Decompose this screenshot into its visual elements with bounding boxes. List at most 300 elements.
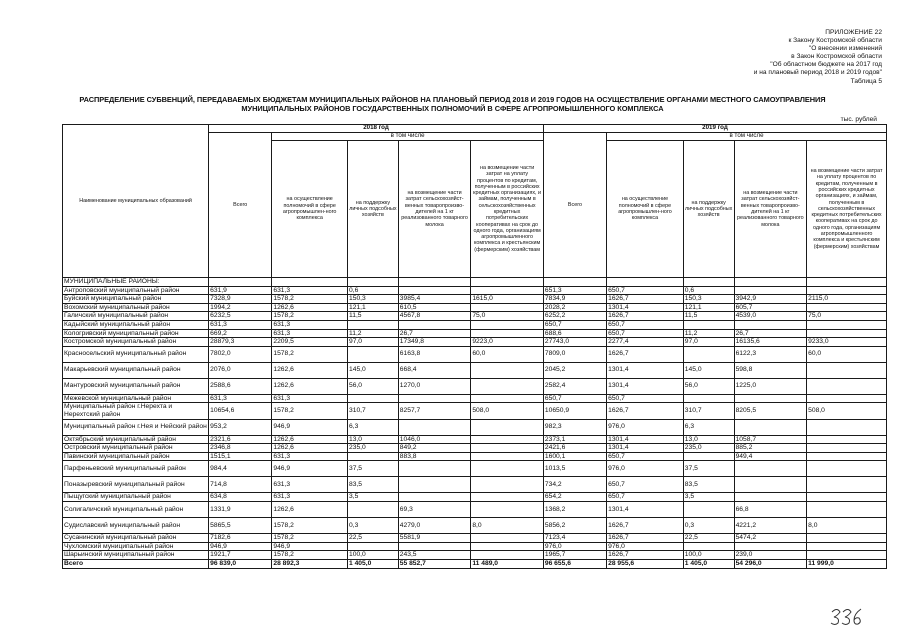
table-cell xyxy=(734,394,807,403)
table-row xyxy=(63,346,887,362)
table-cell xyxy=(348,320,399,329)
table-cell: 631,3 xyxy=(272,477,348,493)
district-name: Костромской муниципальный район xyxy=(63,338,209,347)
table-cell: 7802,0 xyxy=(209,346,272,362)
table-cell: 10654,6 xyxy=(209,403,272,419)
table-cell xyxy=(398,320,471,329)
table-cell: 8205,5 xyxy=(734,403,807,419)
table-cell: 631,3 xyxy=(272,394,348,403)
district-name: Вохомский муниципальный район xyxy=(63,303,209,312)
table-cell: 145,0 xyxy=(348,362,399,378)
table-cell xyxy=(734,477,807,493)
table-cell: 976,0 xyxy=(607,542,684,551)
table-cell xyxy=(398,286,471,295)
table-cell: 650,7 xyxy=(607,320,684,329)
table-cell xyxy=(683,542,734,551)
table-cell: 6,3 xyxy=(348,419,399,435)
table-cell: 75,0 xyxy=(807,312,887,321)
table-cell: 634,8 xyxy=(209,493,272,502)
table-cell xyxy=(807,542,887,551)
table-cell: 310,7 xyxy=(683,403,734,419)
table-cell xyxy=(807,394,887,403)
table-cell: 2277,4 xyxy=(607,338,684,347)
district-name: Межевской муниципальный район xyxy=(63,394,209,403)
table-cell: 7809,0 xyxy=(543,346,606,362)
table-row xyxy=(63,461,887,477)
table-cell: 235,0 xyxy=(683,444,734,453)
table-cell xyxy=(471,452,544,461)
table-cell: 1578,2 xyxy=(272,533,348,542)
table-cell: 1626,7 xyxy=(607,517,684,533)
table-cell: 6163,8 xyxy=(398,346,471,362)
district-name: Парфеньевский муниципальный район xyxy=(63,461,209,477)
table-cell: 1 405,0 xyxy=(348,559,399,568)
table-cell: 26,7 xyxy=(398,329,471,338)
table-cell xyxy=(807,303,887,312)
table-cell: 56,0 xyxy=(348,378,399,394)
table-cell: 5865,5 xyxy=(209,517,272,533)
table-cell: 83,5 xyxy=(348,477,399,493)
district-name: Павинский муниципальный район xyxy=(63,452,209,461)
table-cell: 1578,2 xyxy=(272,312,348,321)
table-cell: 1301,4 xyxy=(607,444,684,453)
table-cell: 11,2 xyxy=(348,329,399,338)
table-cell: 631,3 xyxy=(272,329,348,338)
table-cell: 849,2 xyxy=(398,444,471,453)
table-cell: 651,3 xyxy=(543,286,606,295)
table-cell: 56,0 xyxy=(683,378,734,394)
table-cell: 26,7 xyxy=(734,329,807,338)
appendix-line: "Об областном бюджете на 2017 год xyxy=(770,61,882,69)
table-cell xyxy=(683,320,734,329)
table-cell: 1615,0 xyxy=(471,295,544,304)
table-cell: 1626,7 xyxy=(607,346,684,362)
table-cell: 4279,0 xyxy=(398,517,471,533)
header-credit-2018: на возмещение части затрат на уплату процентов по кредитам, полученным в российских кредитных организациях, и займам, полученным в сельскохозяйственных кредитных потребительских кооперативах на срок до одного года, организациям агропромышленного комплекса и крестьянским (фермерским) хозяйствам xyxy=(471,141,544,278)
table-cell: 1301,4 xyxy=(607,303,684,312)
district-name: Кологривский муниципальный район xyxy=(63,329,209,338)
table-cell: 1626,7 xyxy=(607,533,684,542)
table-row xyxy=(63,329,887,338)
table-cell: 7123,4 xyxy=(543,533,606,542)
header-including-2018: в том числе xyxy=(272,133,544,141)
table-cell xyxy=(734,320,807,329)
table-cell: 885,2 xyxy=(734,444,807,453)
table-row xyxy=(63,362,887,378)
table-cell: 5856,2 xyxy=(543,517,606,533)
table-cell: 1225,0 xyxy=(734,378,807,394)
district-name: Солигаличский муниципальный район xyxy=(63,501,209,517)
table-cell: 121,1 xyxy=(683,303,734,312)
table-cell: 976,0 xyxy=(543,542,606,551)
table-cell: 1368,2 xyxy=(543,501,606,517)
table-cell: 3942,9 xyxy=(734,295,807,304)
appendix-line: к Закону Костромской области xyxy=(788,37,882,45)
table-cell: 7328,9 xyxy=(209,295,272,304)
table-cell: 3,5 xyxy=(683,493,734,502)
table-cell: 631,3 xyxy=(209,394,272,403)
table-cell: 100,0 xyxy=(348,551,399,560)
table-cell: 100,0 xyxy=(683,551,734,560)
table-cell: 17349,8 xyxy=(398,338,471,347)
table-cell xyxy=(807,329,887,338)
table-row xyxy=(63,378,887,394)
table-cell: 97,0 xyxy=(348,338,399,347)
table-cell: 2321,6 xyxy=(209,435,272,444)
header-household-2018: на поддержку личных подсобных хозяйств xyxy=(348,141,399,278)
table-cell: 2588,6 xyxy=(209,378,272,394)
table-cell xyxy=(471,533,544,542)
table-cell: 668,4 xyxy=(398,362,471,378)
table-cell: 650,7 xyxy=(607,477,684,493)
table-cell: 28 892,3 xyxy=(272,559,348,568)
table-cell: 7182,6 xyxy=(209,533,272,542)
table-cell: 11 999,0 xyxy=(807,559,887,568)
table-cell: 28 955,6 xyxy=(607,559,684,568)
table-cell: 2209,5 xyxy=(272,338,348,347)
table-cell: 734,2 xyxy=(543,477,606,493)
table-cell xyxy=(471,320,544,329)
table-cell: 946,9 xyxy=(272,542,348,551)
table-cell: 650,7 xyxy=(607,493,684,502)
table-row xyxy=(63,295,887,304)
district-name: Галичский муниципальный район xyxy=(63,312,209,321)
table-cell xyxy=(734,493,807,502)
table-cell xyxy=(471,493,544,502)
table-row xyxy=(63,493,887,502)
table-cell: 10650,9 xyxy=(543,403,606,419)
table-row xyxy=(63,419,887,435)
units-label: тыс. рублей xyxy=(840,116,877,123)
table-cell xyxy=(471,286,544,295)
table-cell: 1921,7 xyxy=(209,551,272,560)
district-name: Судиславский муниципальный район xyxy=(63,517,209,533)
table-cell: 976,0 xyxy=(607,419,684,435)
table-cell: 1262,6 xyxy=(272,444,348,453)
table-cell: 5474,2 xyxy=(734,533,807,542)
appendix-line: и на плановый период 2018 и 2019 годов" xyxy=(753,69,882,77)
table-cell xyxy=(471,362,544,378)
table-cell: 1262,6 xyxy=(272,362,348,378)
table-cell: 11 489,0 xyxy=(471,559,544,568)
table-cell xyxy=(348,542,399,551)
table-cell: 4567,8 xyxy=(398,312,471,321)
table-cell: 1013,5 xyxy=(543,461,606,477)
table-cell: 2028,2 xyxy=(543,303,606,312)
district-name: Антроповский муниципальный район xyxy=(63,286,209,295)
district-name: Макарьевский муниципальный район xyxy=(63,362,209,378)
table-cell xyxy=(398,493,471,502)
table-cell: 650,7 xyxy=(607,452,684,461)
table-cell: 1626,7 xyxy=(607,551,684,560)
appendix-line: в Закон Костромской области xyxy=(791,53,882,61)
district-name: Сусанинский муниципальный район xyxy=(63,533,209,542)
table-row xyxy=(63,303,887,312)
table-cell: 243,5 xyxy=(398,551,471,560)
table-cell xyxy=(683,452,734,461)
table-cell: 508,0 xyxy=(807,403,887,419)
table-cell: 27743,0 xyxy=(543,338,606,347)
table-cell xyxy=(734,286,807,295)
table-cell xyxy=(471,461,544,477)
table-cell xyxy=(807,444,887,453)
table-cell xyxy=(471,419,544,435)
district-name: Шарьинский муниципальный район xyxy=(63,551,209,560)
table-cell: 976,0 xyxy=(607,461,684,477)
table-cell: 688,6 xyxy=(543,329,606,338)
table-cell: 37,5 xyxy=(348,461,399,477)
table-cell: 953,2 xyxy=(209,419,272,435)
table-cell: 7834,9 xyxy=(543,295,606,304)
table-cell: 1994,2 xyxy=(209,303,272,312)
table-cell: 5581,9 xyxy=(398,533,471,542)
header-agro-2018: на осуществление полномочий в сфере агропромышлен-ного комплекса xyxy=(272,141,348,278)
table-cell: 8,0 xyxy=(807,517,887,533)
title-line-1: РАСПРЕДЕЛЕНИЕ СУБВЕНЦИЙ, ПЕРЕДАВАЕМЫХ БЮДЖЕТАМ МУНИЦИПАЛЬНЫХ РАЙОНОВ НА ПЛАНОВЫЙ ПЕРИОД 2018 И 2019 ГОДОВ НА ОСУЩЕСТВЛЕНИЕ ОРГАНАМИ МЕСТНОГО САМОУПРАВЛЕНИЯ xyxy=(79,95,826,104)
table-cell: 55 852,7 xyxy=(398,559,471,568)
table-cell xyxy=(398,542,471,551)
table-cell xyxy=(807,286,887,295)
table-row xyxy=(63,312,887,321)
table-cell: 66,8 xyxy=(734,501,807,517)
header-including-2019: в том числе xyxy=(607,133,887,141)
table-cell: 946,9 xyxy=(209,542,272,551)
table-cell: 883,8 xyxy=(398,452,471,461)
table-cell: 654,2 xyxy=(543,493,606,502)
table-cell: 310,7 xyxy=(348,403,399,419)
table-cell: 2346,8 xyxy=(209,444,272,453)
table-cell: 3,5 xyxy=(348,493,399,502)
header-agro-2019: на осуществление полномочий в сфере агропромышлен-ного комплекса xyxy=(607,141,684,278)
table-cell: 1965,7 xyxy=(543,551,606,560)
table-cell: 946,9 xyxy=(272,419,348,435)
table-cell: 11,5 xyxy=(348,312,399,321)
table-cell: 1600,1 xyxy=(543,452,606,461)
table-cell: 6232,5 xyxy=(209,312,272,321)
table-cell xyxy=(471,551,544,560)
district-name: Красносельский муниципальный район xyxy=(63,346,209,362)
table-cell: 239,0 xyxy=(734,551,807,560)
district-name: Октябрьский муниципальный район xyxy=(63,435,209,444)
header-milk-2019: на возмещение части затрат сельскохозяйст-венных товаропроизво-дителей на 1 кг реализованного товарного молока xyxy=(734,141,807,278)
appendix-line: Таблица 5 xyxy=(850,77,882,85)
table-cell: 28879,3 xyxy=(209,338,272,347)
table-cell: 13,0 xyxy=(683,435,734,444)
table-body xyxy=(63,278,887,569)
table-cell: 1301,4 xyxy=(607,435,684,444)
table-cell: 60,0 xyxy=(807,346,887,362)
table-cell xyxy=(471,329,544,338)
table-cell: 1626,7 xyxy=(607,403,684,419)
table-row xyxy=(63,394,887,403)
table-cell xyxy=(471,378,544,394)
table-row xyxy=(63,477,887,493)
table-row xyxy=(63,452,887,461)
table-cell xyxy=(398,394,471,403)
table-cell: 982,3 xyxy=(543,419,606,435)
table-cell: 1262,6 xyxy=(272,378,348,394)
header-name-column: Наименование муниципальных образований xyxy=(63,125,209,278)
table-cell: 9233,0 xyxy=(807,338,887,347)
table-cell: 16135,6 xyxy=(734,338,807,347)
table-cell: 11,2 xyxy=(683,329,734,338)
table-cell: 984,4 xyxy=(209,461,272,477)
table-cell: 650,7 xyxy=(607,329,684,338)
table-cell xyxy=(734,419,807,435)
table-cell: 0,3 xyxy=(683,517,734,533)
table-cell: 1331,9 xyxy=(209,501,272,517)
table-cell xyxy=(683,346,734,362)
table-cell: 13,0 xyxy=(348,435,399,444)
table-row xyxy=(63,435,887,444)
table-cell xyxy=(807,362,887,378)
table-cell: 650,7 xyxy=(543,394,606,403)
table-cell xyxy=(807,533,887,542)
table-cell: 0,6 xyxy=(348,286,399,295)
table-cell: 4539,0 xyxy=(734,312,807,321)
table-cell xyxy=(471,542,544,551)
district-name: Мантуровский муниципальный район xyxy=(63,378,209,394)
table-cell: 508,0 xyxy=(471,403,544,419)
table-cell: 150,3 xyxy=(348,295,399,304)
table-cell: 631,3 xyxy=(272,493,348,502)
table-cell: 1626,7 xyxy=(607,295,684,304)
table-cell: 6,3 xyxy=(683,419,734,435)
table-cell: 1578,2 xyxy=(272,551,348,560)
table-cell xyxy=(807,435,887,444)
table-cell xyxy=(807,501,887,517)
table-cell: 60,0 xyxy=(471,346,544,362)
table-cell: 598,8 xyxy=(734,362,807,378)
table-cell xyxy=(683,501,734,517)
table-cell: 235,0 xyxy=(348,444,399,453)
table-cell: 3985,4 xyxy=(398,295,471,304)
table-row xyxy=(63,517,887,533)
section-row xyxy=(63,278,887,287)
header-credit-2019: на возмещение части затрат на уплату процентов по кредитам, полученным в российских кредитных организациях, и займам, полученным в сельскохозяйственных кредитных потребительских кооперативах на срок до одного года, организациям агропромышленного комплекса и крестьянским (фермерским) хозяйствам xyxy=(807,141,887,278)
table-cell: 1058,7 xyxy=(734,435,807,444)
table-row xyxy=(63,501,887,517)
table-cell xyxy=(398,461,471,477)
table-cell: 2582,4 xyxy=(543,378,606,394)
district-name: Муниципальный район г.Нея и Нейский район xyxy=(63,419,209,435)
table-cell: 1515,1 xyxy=(209,452,272,461)
table-cell xyxy=(683,394,734,403)
district-name: Буйский муниципальный район xyxy=(63,295,209,304)
table-row xyxy=(63,444,887,453)
table-cell: 8257,7 xyxy=(398,403,471,419)
table-cell: 1270,0 xyxy=(398,378,471,394)
table-cell xyxy=(807,378,887,394)
table-cell xyxy=(471,435,544,444)
table-cell: 22,5 xyxy=(683,533,734,542)
table-cell: 650,7 xyxy=(607,394,684,403)
table-cell: 6122,3 xyxy=(734,346,807,362)
table-cell: 1301,4 xyxy=(607,501,684,517)
table-cell: 631,3 xyxy=(209,320,272,329)
table-cell xyxy=(807,452,887,461)
table-cell xyxy=(807,461,887,477)
table-cell: 1626,7 xyxy=(607,312,684,321)
header-year-2019: 2019 год xyxy=(543,125,886,133)
table-cell: 1046,0 xyxy=(398,435,471,444)
table-cell: 1578,2 xyxy=(272,403,348,419)
table-cell xyxy=(471,394,544,403)
table-cell: 946,9 xyxy=(272,461,348,477)
table-cell: 1301,4 xyxy=(607,378,684,394)
table-cell: 8,0 xyxy=(471,517,544,533)
table-cell: 0,6 xyxy=(683,286,734,295)
section-label: МУНИЦИПАЛЬНЫЕ РАЙОНЫ: xyxy=(63,278,209,287)
table-cell: 97,0 xyxy=(683,338,734,347)
title-line-2: МУНИЦИПАЛЬНЫХ РАЙОНОВ ГОСУДАРСТВЕННЫХ ПОЛНОМОЧИЙ В СФЕРЕ АГРОПРОМЫШЛЕННОГО КОМПЛЕКСА xyxy=(241,103,664,113)
table-cell xyxy=(348,452,399,461)
table-cell: 75,0 xyxy=(471,312,544,321)
table-cell xyxy=(471,501,544,517)
table-cell: 605,7 xyxy=(734,303,807,312)
table-cell xyxy=(471,477,544,493)
table-cell: 96 839,0 xyxy=(209,559,272,568)
table-cell: 96 655,6 xyxy=(543,559,606,568)
header-total-2018: Всего xyxy=(209,133,272,278)
handwritten-page-number xyxy=(829,606,865,628)
table-row xyxy=(63,286,887,295)
table-cell xyxy=(398,477,471,493)
table-row xyxy=(63,338,887,347)
table-cell xyxy=(348,346,399,362)
total-row xyxy=(63,559,887,568)
table-cell: 631,3 xyxy=(272,452,348,461)
appendix-line: ПРИЛОЖЕНИЕ 22 xyxy=(825,29,882,36)
table-cell: 2045,2 xyxy=(543,362,606,378)
table-cell: 22,5 xyxy=(348,533,399,542)
table-cell: 1578,2 xyxy=(272,295,348,304)
district-name: Островский муниципальный район xyxy=(63,444,209,453)
header-household-2019: на поддержку личных подсобных хозяйств xyxy=(683,141,734,278)
table-cell: 2076,0 xyxy=(209,362,272,378)
table-row xyxy=(63,533,887,542)
table-cell: 1578,2 xyxy=(272,517,348,533)
district-name: Чухломский муниципальный район xyxy=(63,542,209,551)
subsidy-table xyxy=(62,124,887,569)
district-name: Всего xyxy=(63,559,209,568)
table-cell xyxy=(348,394,399,403)
table-cell: 1301,4 xyxy=(607,362,684,378)
table-cell: 11,5 xyxy=(683,312,734,321)
table-cell: 121,1 xyxy=(348,303,399,312)
header-year-2018: 2018 год xyxy=(209,125,544,133)
table-cell: 54 296,0 xyxy=(734,559,807,568)
table-cell: 714,8 xyxy=(209,477,272,493)
table-cell xyxy=(398,419,471,435)
table-cell xyxy=(734,542,807,551)
district-name: Муниципальный район г.Нерехта и Нерехтский район xyxy=(63,403,209,419)
table-cell: 949,4 xyxy=(734,452,807,461)
table-cell: 83,5 xyxy=(683,477,734,493)
table-cell: 1262,6 xyxy=(272,501,348,517)
table-cell: 1262,6 xyxy=(272,303,348,312)
table-cell: 4221,2 xyxy=(734,517,807,533)
table-cell xyxy=(807,493,887,502)
table-cell: 650,7 xyxy=(607,286,684,295)
table-cell: 2115,0 xyxy=(807,295,887,304)
table-cell xyxy=(807,320,887,329)
table-cell: 1262,6 xyxy=(272,435,348,444)
appendix-line: "О внесении изменений xyxy=(808,45,882,53)
table-cell: 6252,2 xyxy=(543,312,606,321)
table-cell: 1578,2 xyxy=(272,346,348,362)
table-cell: 2373,1 xyxy=(543,435,606,444)
